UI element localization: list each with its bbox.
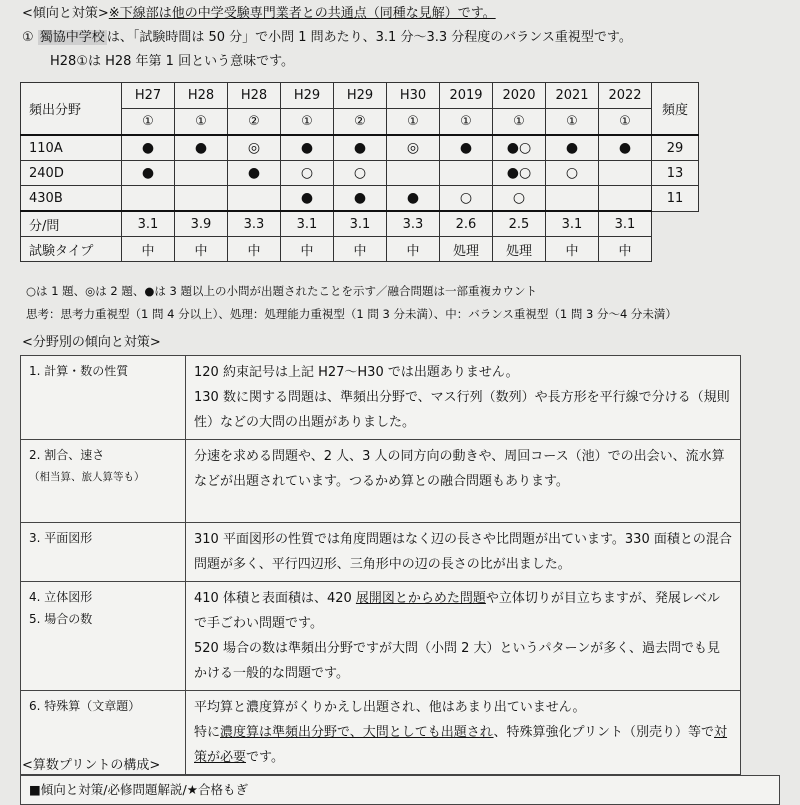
year-cell: H29 [334, 83, 387, 109]
trend-text [186, 523, 741, 582]
type-cell: 処理 [493, 237, 546, 262]
trend-text-line: 130 数に関する問題は、準頻出分野で、マス行列（数列）や長方形を平行線で分ける（規則性）などの大問の出題がありました。 [194, 390, 730, 430]
mark-cell: ● [281, 135, 334, 161]
note-line-2: 思考：思考力重視型（1 問 4 分以上）、処理：処理能力重視型（1 問 3 分未満）、中：バランス重視型（1 問 3 分〜4 分未満） [26, 307, 677, 321]
mark-cell: ● [334, 186, 387, 212]
category-label: 5. 場合の数 [29, 612, 93, 626]
trend-text [186, 582, 741, 691]
time-cell: 3.1 [546, 211, 599, 237]
mark-cell [440, 161, 493, 186]
type-cell: 中 [122, 237, 175, 262]
table-row [21, 186, 699, 212]
underlined-span: 濃度算は準頻出分野で、大問としても出題され [220, 725, 494, 740]
round-cell: ① [281, 109, 334, 136]
frequency-table [20, 82, 699, 262]
mark-cell: ● [599, 135, 652, 161]
print-box: ■傾向と対策/必修問題解説/★合格もぎ [20, 775, 780, 805]
empty-cell [652, 211, 699, 262]
trend-text-line: 120 約束記号は上記 H27〜H30 では出題ありません。 [194, 365, 519, 380]
trend-text-line: 分速を求める問題や、2 人、3 人の同方向の動きや、周回コース（池）での出会い、流水算などが出題されています。つるかめ算との融合問題もあります。 [194, 449, 725, 489]
year-cell: H29 [281, 83, 334, 109]
year-cell: 2019 [440, 83, 493, 109]
trend-category [21, 440, 186, 523]
time-row [21, 211, 699, 237]
school-name: 獨協中学校 [39, 30, 105, 45]
type-row [21, 237, 699, 262]
freq-cell: 11 [652, 186, 699, 212]
time-cell: 3.1 [334, 211, 387, 237]
type-cell: 中 [599, 237, 652, 262]
trend-table [20, 355, 741, 775]
mark-cell [175, 186, 228, 212]
mark-cell [546, 186, 599, 212]
time-cell: 3.9 [175, 211, 228, 237]
mark-cell: ○ [546, 161, 599, 186]
table-row [21, 135, 699, 161]
mark-cell: ● [175, 135, 228, 161]
text-span: 410 体積と表面積は、420 [194, 591, 356, 606]
row-label: 240D [21, 161, 122, 186]
trend-row [21, 523, 741, 582]
time-label: 分/問 [21, 211, 122, 237]
round-cell: ② [334, 109, 387, 136]
trend-row [21, 356, 741, 440]
type-label: 試験タイプ [21, 237, 122, 262]
table-row [21, 161, 699, 186]
time-cell: 2.5 [493, 211, 546, 237]
section-title: <傾向と対策> [22, 6, 109, 21]
trend-text [186, 440, 741, 523]
mark-cell: ●○ [493, 161, 546, 186]
underlined-span: 展開図とからめた問題 [355, 591, 486, 606]
year-cell: 2021 [546, 83, 599, 109]
category-label: 3. 平面図形 [29, 531, 93, 545]
time-cell: 3.1 [599, 211, 652, 237]
trend-text-line: 平均算と濃度算がくりかえし出題され、他はあまり出ていません。 [194, 700, 586, 715]
mark-cell [599, 186, 652, 212]
header-line [22, 2, 496, 21]
mark-cell: ● [334, 135, 387, 161]
type-cell: 中 [175, 237, 228, 262]
year-cell: 2020 [493, 83, 546, 109]
year-cell: 2022 [599, 83, 652, 109]
round-cell: ① [175, 109, 228, 136]
time-cell: 3.3 [228, 211, 281, 237]
round-cell: ② [228, 109, 281, 136]
print-section-title: <算数プリントの構成> [22, 758, 161, 773]
note-line-1: ○は 1 題、◎は 2 題、●は 3 題以上の小問が出題されたことを示す／融合問題は一部重複カウント [26, 284, 537, 298]
trend-category [21, 356, 186, 440]
section-note: ※下線部は他の中学受験専門業者との共通点（同種な見解）です。 [108, 6, 496, 21]
text-span: 特に [194, 725, 221, 740]
mark-cell [175, 161, 228, 186]
school-desc: は、「試験時間は 50 分」で小問 1 問あたり、3.1 分〜3.3 分程度のバランス重視型です。 [106, 30, 632, 45]
type-cell: 中 [546, 237, 599, 262]
text-span: 、特殊算強化プリント（別売り）等で [493, 725, 715, 740]
trend-row [21, 440, 741, 523]
mark-cell: ◎ [387, 135, 440, 161]
mark-cell: ● [387, 186, 440, 212]
text-span: です。 [246, 750, 284, 765]
freq-cell: 13 [652, 161, 699, 186]
trend-section-title: <分野別の傾向と対策> [22, 335, 161, 350]
year-cell: H30 [387, 83, 440, 109]
school-line [22, 26, 632, 45]
mark-cell: ● [122, 135, 175, 161]
text-span: や立体切りが目立ちますが、発展レベルで手ごわい問題です。 [194, 591, 720, 631]
freq-header: 頻度 [652, 83, 699, 136]
trend-text [186, 691, 741, 775]
round-cell: ① [546, 109, 599, 136]
round-cell: ① [122, 109, 175, 136]
trend-row [21, 582, 741, 691]
mark-cell [387, 161, 440, 186]
row-label: 110A [21, 135, 122, 161]
corner-cell: 頻出分野 [21, 83, 122, 136]
time-cell: 3.3 [387, 211, 440, 237]
trend-text [186, 356, 741, 440]
trend-text-line [194, 720, 732, 770]
mark-cell [228, 186, 281, 212]
mark-cell [599, 161, 652, 186]
time-cell: 3.1 [122, 211, 175, 237]
type-cell: 中 [387, 237, 440, 262]
year-cell: H28 [175, 83, 228, 109]
mark-cell: ◎ [228, 135, 281, 161]
type-cell: 処理 [440, 237, 493, 262]
trend-text-line [194, 586, 732, 636]
freq-cell: 29 [652, 135, 699, 161]
year-cell: H27 [122, 83, 175, 109]
mark-cell: ● [281, 186, 334, 212]
category-label: 1. 計算・数の性質 [29, 364, 129, 378]
mark-cell: ○ [440, 186, 493, 212]
mark-cell: ○ [281, 161, 334, 186]
round-cell: ① [493, 109, 546, 136]
type-cell: 中 [228, 237, 281, 262]
mark-cell [122, 186, 175, 212]
mark-cell: ○ [334, 161, 387, 186]
time-cell: 2.6 [440, 211, 493, 237]
round-cell: ① [440, 109, 493, 136]
mark-cell: ● [440, 135, 493, 161]
trend-category [21, 582, 186, 691]
category-label: 4. 立体図形 [29, 590, 93, 604]
round-cell: ① [599, 109, 652, 136]
mark-cell: ●○ [493, 135, 546, 161]
time-cell: 3.1 [281, 211, 334, 237]
type-cell: 中 [334, 237, 387, 262]
round-cell: ① [387, 109, 440, 136]
year-cell: H28 [228, 83, 281, 109]
row-label: 430B [21, 186, 122, 212]
mark-cell: ● [122, 161, 175, 186]
category-label: 6. 特殊算（文章題） [29, 699, 141, 713]
mark-cell: ○ [493, 186, 546, 212]
legend-line: H28①は H28 年第 1 回という意味です。 [50, 54, 295, 69]
school-num: ① [22, 30, 34, 45]
underlined-span: 対策が必要 [194, 725, 728, 765]
mark-cell: ● [228, 161, 281, 186]
trend-text-line: 520 場合の数は準頻出分野ですが大問（小問 2 大）というパターンが多く、過去問でも見かける一般的な問題です。 [194, 641, 720, 681]
category-label: 2. 割合、速さ [29, 448, 105, 462]
mark-cell: ● [546, 135, 599, 161]
category-sub: （相当算、旅人算等も） [29, 471, 145, 483]
type-cell: 中 [281, 237, 334, 262]
trend-text-line: 310 平面図形の性質では角度問題はなく辺の長さや比問題が出ています。330 面積との混合問題が多く、平行四辺形、三角形中の辺の長さの比が出ました。 [194, 532, 732, 572]
trend-category [21, 523, 186, 582]
